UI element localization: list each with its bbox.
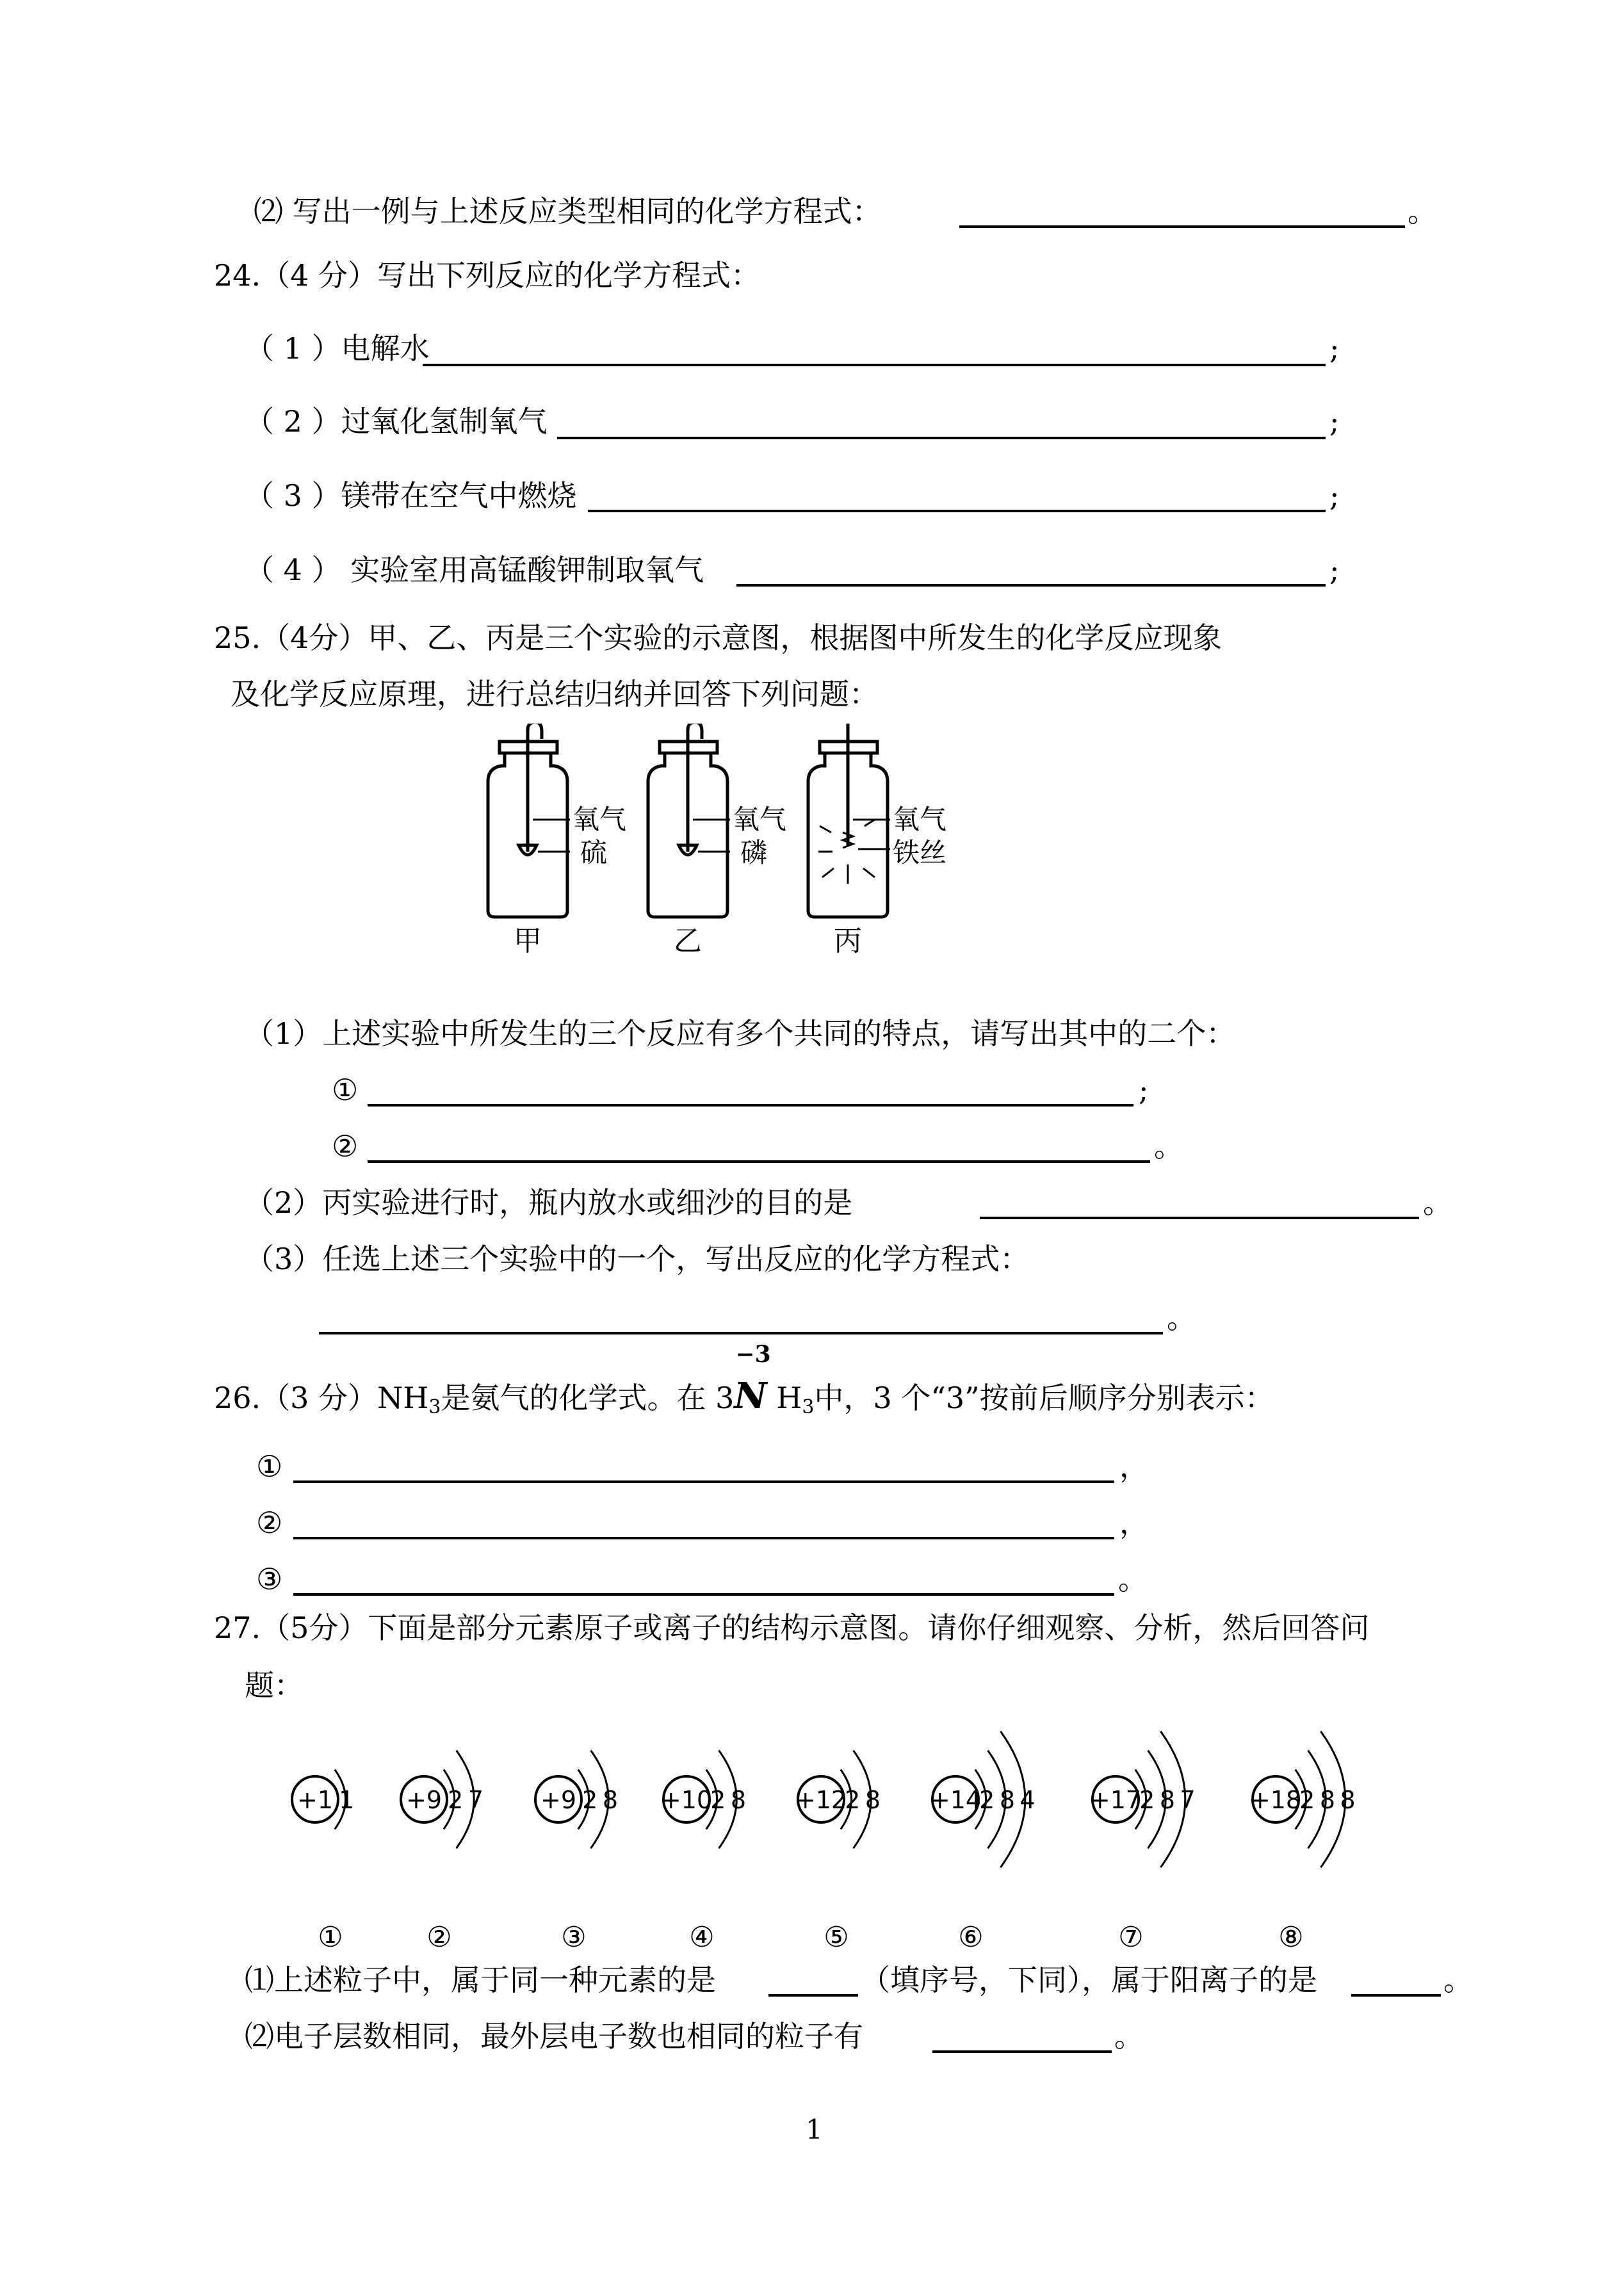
jar-yi-substance: 磷 xyxy=(740,837,768,868)
q26-blank-2[interactable] xyxy=(293,1537,1114,1539)
electron-count: 2 xyxy=(582,1786,598,1814)
q25-period-3: 。 xyxy=(1423,1185,1452,1220)
q25-part2-text: （2）丙实验进行时，瓶内放水或细沙的目的是 xyxy=(245,1185,853,1220)
q26-n-symbol: −3 N xyxy=(734,1375,767,1417)
q24-semicolon-3: ; xyxy=(1329,478,1340,513)
atom-diagram-3 xyxy=(535,1751,618,1954)
q24-blank-2[interactable] xyxy=(557,437,1326,439)
jar-jia xyxy=(488,724,570,917)
electron-count: 8 xyxy=(602,1786,619,1814)
jar-bing xyxy=(808,724,890,917)
electron-count: 2 xyxy=(448,1786,464,1814)
q26-circle-2: ② xyxy=(256,1505,283,1540)
atom-diagram-8 xyxy=(1250,1731,1356,1954)
electron-count: 2 xyxy=(1299,1786,1315,1814)
electron-count: 2 xyxy=(710,1786,726,1814)
jar-yi xyxy=(648,724,730,917)
electron-count: 2 xyxy=(845,1786,861,1814)
atom-diagram-6 xyxy=(930,1731,1035,1954)
q25-blank-2[interactable] xyxy=(368,1160,1150,1163)
q26-sub3: 3 xyxy=(428,1396,441,1418)
jar-jia-caption: 甲 xyxy=(514,925,542,954)
q24-semicolon-2: ; xyxy=(1329,404,1340,439)
nucleus-charge: +14 xyxy=(929,1786,982,1814)
q25-blank-4[interactable] xyxy=(319,1332,1163,1334)
q25-part1-text: （1）上述实验中所发生的三个反应有多个共同的特点，请写出其中的二个： xyxy=(245,1016,1236,1051)
nucleus-charge: +9 xyxy=(405,1786,443,1814)
jar-yi-caption: 乙 xyxy=(674,925,702,954)
particle-label: ⑦ xyxy=(1118,1921,1144,1954)
q27-blank-same-shells[interactable] xyxy=(932,2050,1112,2053)
q27-atom-diagrams xyxy=(282,1703,1409,1959)
q26-comma-2: ， xyxy=(1119,1505,1149,1540)
q24-semicolon-4: ; xyxy=(1329,553,1340,587)
q25-title-line2: 及化学反应原理，进行总结归纳并回答下列问题： xyxy=(231,677,879,711)
particle-label: ① xyxy=(318,1921,343,1954)
jar-jia-gas: 氧气 xyxy=(572,804,627,835)
particle-label: ④ xyxy=(689,1921,715,1954)
q27-title-line1: 27.（5分）下面是部分元素原子或离子的结构示意图。请你仔细观察、分析，然后回答问 xyxy=(214,1610,1370,1645)
q25-blank-1[interactable] xyxy=(368,1104,1133,1107)
electron-count: 2 xyxy=(1139,1786,1155,1814)
electron-count: 4 xyxy=(1019,1786,1035,1814)
nucleus-charge: +12 xyxy=(795,1786,847,1814)
electron-count: 8 xyxy=(1340,1786,1356,1814)
jar-yi-gas: 氧气 xyxy=(733,804,787,835)
q24-blank-4[interactable] xyxy=(736,584,1326,587)
q27-blank-same-element[interactable] xyxy=(768,1994,858,1997)
particle-label: ⑧ xyxy=(1278,1921,1304,1954)
electron-count: 8 xyxy=(1319,1786,1336,1814)
q25-semicolon: ; xyxy=(1139,1073,1149,1107)
nucleus-charge: +9 xyxy=(540,1786,577,1814)
electron-count: 8 xyxy=(1159,1786,1176,1814)
q26-circle-1: ① xyxy=(256,1449,283,1484)
q27-title-line2: 题： xyxy=(245,1668,304,1703)
nucleus-charge: +18 xyxy=(1249,1786,1302,1814)
particle-label: ⑤ xyxy=(824,1921,849,1954)
jar-bing-caption: 丙 xyxy=(834,925,862,954)
page-number: 1 xyxy=(806,2114,823,2145)
nucleus-charge: +1 xyxy=(296,1786,334,1814)
q26-sub3b: 3 xyxy=(802,1396,815,1418)
q23-period: 。 xyxy=(1408,194,1437,229)
q26-h: H xyxy=(767,1381,802,1415)
nucleus-charge: +17 xyxy=(1089,1786,1142,1814)
q26-prefix: 26.（3 分）NH xyxy=(214,1381,429,1415)
q24-blank-1[interactable] xyxy=(423,364,1326,366)
q26-valence: −3 xyxy=(735,1341,771,1368)
particle-label: ② xyxy=(426,1921,452,1954)
atom-diagram-7 xyxy=(1090,1731,1196,1954)
q24-title: 24.（4 分）写出下列反应的化学方程式： xyxy=(214,258,761,293)
q25-title-line1: 25.（4分）甲、乙、丙是三个实验的示意图，根据图中所发生的化学反应现象 xyxy=(214,620,1222,655)
electron-count: 8 xyxy=(730,1786,747,1814)
q27-part1-text-b: （填序号，下同），属于阳离子的是 xyxy=(861,1963,1317,1997)
electron-count: 7 xyxy=(467,1786,484,1814)
q25-part3-text: （3）任选上述三个实验中的一个，写出反应的化学方程式： xyxy=(245,1242,1030,1276)
q27-part1-text-a: ⑴上述粒子中，属于同一种元素的是 xyxy=(245,1963,716,1997)
q26-suffix: 中，3 个“3”按前后顺序分别表示： xyxy=(814,1381,1274,1415)
q26-comma-1: ， xyxy=(1119,1449,1149,1484)
jar-jia-substance: 硫 xyxy=(580,837,608,868)
q27-period-1: 。 xyxy=(1443,1963,1473,1997)
q27-blank-cation[interactable] xyxy=(1351,1994,1441,1997)
q23-answer-blank[interactable] xyxy=(959,225,1405,228)
q25-circle-2: ② xyxy=(332,1129,359,1164)
q23-part2-text: ⑵ 写出一例与上述反应类型相同的化学方程式： xyxy=(254,194,882,229)
electron-count: 7 xyxy=(1180,1786,1196,1814)
particle-label: ⑥ xyxy=(958,1921,984,1954)
electron-count: 2 xyxy=(979,1786,995,1814)
atom-diagram-4 xyxy=(661,1751,746,1954)
q26-mid: 是氨气的化学式。在 3 xyxy=(441,1381,735,1415)
q25-experiment-figure xyxy=(474,724,1025,954)
q25-period-2: 。 xyxy=(1154,1129,1183,1164)
atom-diagram-2 xyxy=(401,1751,483,1954)
atom-diagram-1 xyxy=(292,1770,354,1954)
q25-circle-1: ① xyxy=(332,1073,359,1107)
atom-diagram-5 xyxy=(795,1751,881,1954)
nucleus-charge: +10 xyxy=(660,1786,713,1814)
jar-bing-substance: 铁丝 xyxy=(893,837,947,868)
particle-label: ③ xyxy=(561,1921,587,1954)
q24-blank-3[interactable] xyxy=(588,510,1326,512)
q27-period-2: 。 xyxy=(1114,2019,1144,2054)
q25-blank-3[interactable] xyxy=(980,1217,1419,1219)
q24-item-3: （ 3 ）镁带在空气中燃烧 xyxy=(245,478,577,513)
electron-count: 1 xyxy=(339,1786,355,1814)
q26-line xyxy=(214,1341,1274,1427)
q26-blank-1[interactable] xyxy=(293,1480,1114,1483)
q26-circle-3: ③ xyxy=(256,1562,283,1596)
electron-count: 8 xyxy=(865,1786,881,1814)
jar-bing-gas: 氧气 xyxy=(893,804,947,835)
q26-period: 。 xyxy=(1118,1562,1148,1596)
q24-item-4: （ 4 ） 实验室用高锰酸钾制取氧气 xyxy=(245,553,704,587)
q24-item-1: （ 1 ）电解水 xyxy=(245,331,430,366)
electron-count: 8 xyxy=(999,1786,1016,1814)
q24-semicolon-1: ; xyxy=(1329,331,1340,366)
q26-blank-3[interactable] xyxy=(293,1593,1114,1596)
q25-period-4: 。 xyxy=(1167,1301,1196,1335)
q27-part2-text: ⑵电子层数相同，最外层电子数也相同的粒子有 xyxy=(245,2019,863,2054)
q24-item-2: （ 2 ）过氧化氢制氧气 xyxy=(245,404,548,439)
